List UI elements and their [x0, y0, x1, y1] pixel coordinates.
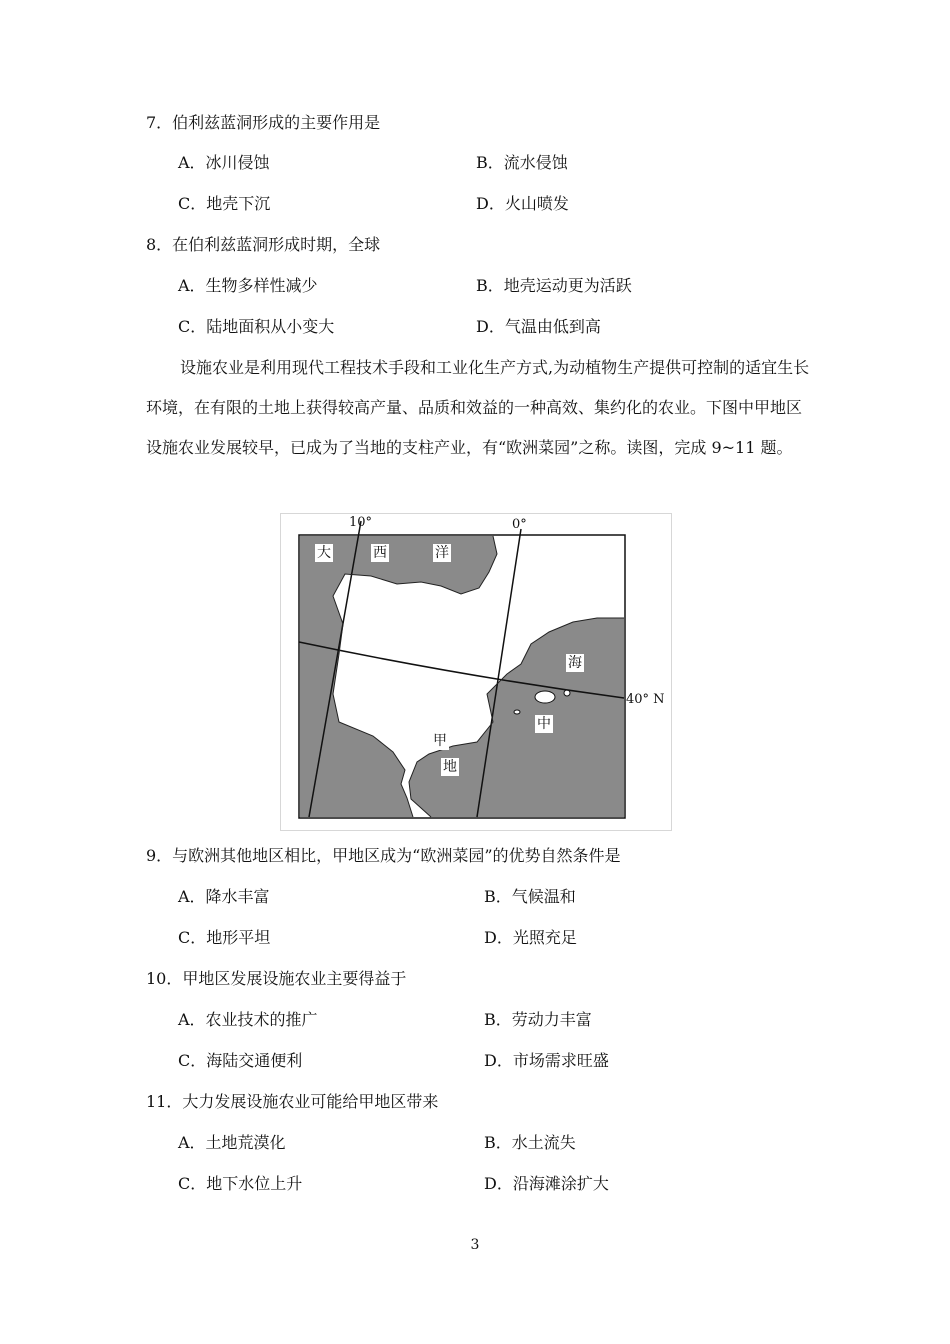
page-number: 3 [470, 1237, 480, 1253]
q9-option-d: D．光照充足 [484, 928, 577, 947]
label-lon-10: 10° [349, 515, 373, 530]
q10-option-d: D．市场需求旺盛 [484, 1051, 609, 1070]
label-atlantic-2: 西 [373, 545, 387, 561]
q11-option-a: A．土地荒漠化 [178, 1133, 286, 1152]
q9-option-c: C．地形平坦 [178, 928, 271, 947]
passage-text: 设施农业是利用现代工程技术手段和工业化生产方式,为动植物生产提供可控制的适宜生长环境，在有限的土地上获得较高产量、品质和效益的一种高效、集约化的农业。下图中甲地区设施农业发展较早，已成为了当地的支柱产业，有“欧洲菜园”之称。读图，完成 9~11 题。 [146, 358, 810, 457]
q7-option-b: B．流水侵蚀 [476, 153, 568, 172]
q11-option-c: C．地下水位上升 [178, 1174, 303, 1193]
q10-option-c: C．海陆交通便利 [178, 1051, 303, 1070]
q9-option-b: B．气候温和 [484, 887, 576, 906]
label-atlantic-3: 洋 [435, 545, 449, 561]
q9-stem: 9．与欧洲其他地区相比，甲地区成为“欧洲菜园”的优势自然条件是 [146, 846, 621, 865]
q8-stem: 8．在伯利兹蓝洞形成时期，全球 [146, 235, 381, 254]
label-atlantic-1: 大 [317, 545, 331, 561]
label-di: 地 [443, 759, 457, 775]
label-lat-40n: 40° N [626, 692, 665, 707]
q8-option-d: D．气温由低到高 [476, 317, 601, 336]
q8-option-a: A．生物多样性减少 [178, 276, 318, 295]
iberia-map-figure [280, 513, 672, 831]
q7-option-c: C．地壳下沉 [178, 194, 271, 213]
balearic-island-tiny [514, 710, 520, 714]
balearic-island-large [535, 691, 555, 703]
q11-option-d: D．沿海滩涂扩大 [484, 1174, 609, 1193]
q7-stem: 7．伯利兹蓝洞形成的主要作用是 [146, 113, 381, 132]
q11-stem: 11．大力发展设施农业可能给甲地区带来 [146, 1092, 439, 1111]
label-jia: 甲 [433, 733, 447, 749]
q7-option-d: D．火山喷发 [476, 194, 569, 213]
q8-option-b: B．地壳运动更为活跃 [476, 276, 632, 295]
map-drawing [281, 514, 671, 830]
q10-option-a: A．农业技术的推广 [178, 1010, 318, 1029]
q10-option-b: B．劳动力丰富 [484, 1010, 592, 1029]
label-med-zhong: 中 [537, 716, 551, 732]
q7-option-a: A．冰川侵蚀 [178, 153, 270, 172]
q9-option-a: A．降水丰富 [178, 887, 270, 906]
label-lon-0: 0° [512, 517, 527, 532]
label-med-hai: 海 [568, 655, 582, 671]
q11-option-b: B．水土流失 [484, 1133, 576, 1152]
q8-option-c: C．陆地面积从小变大 [178, 317, 335, 336]
q10-stem: 10．甲地区发展设施农业主要得益于 [146, 969, 407, 988]
